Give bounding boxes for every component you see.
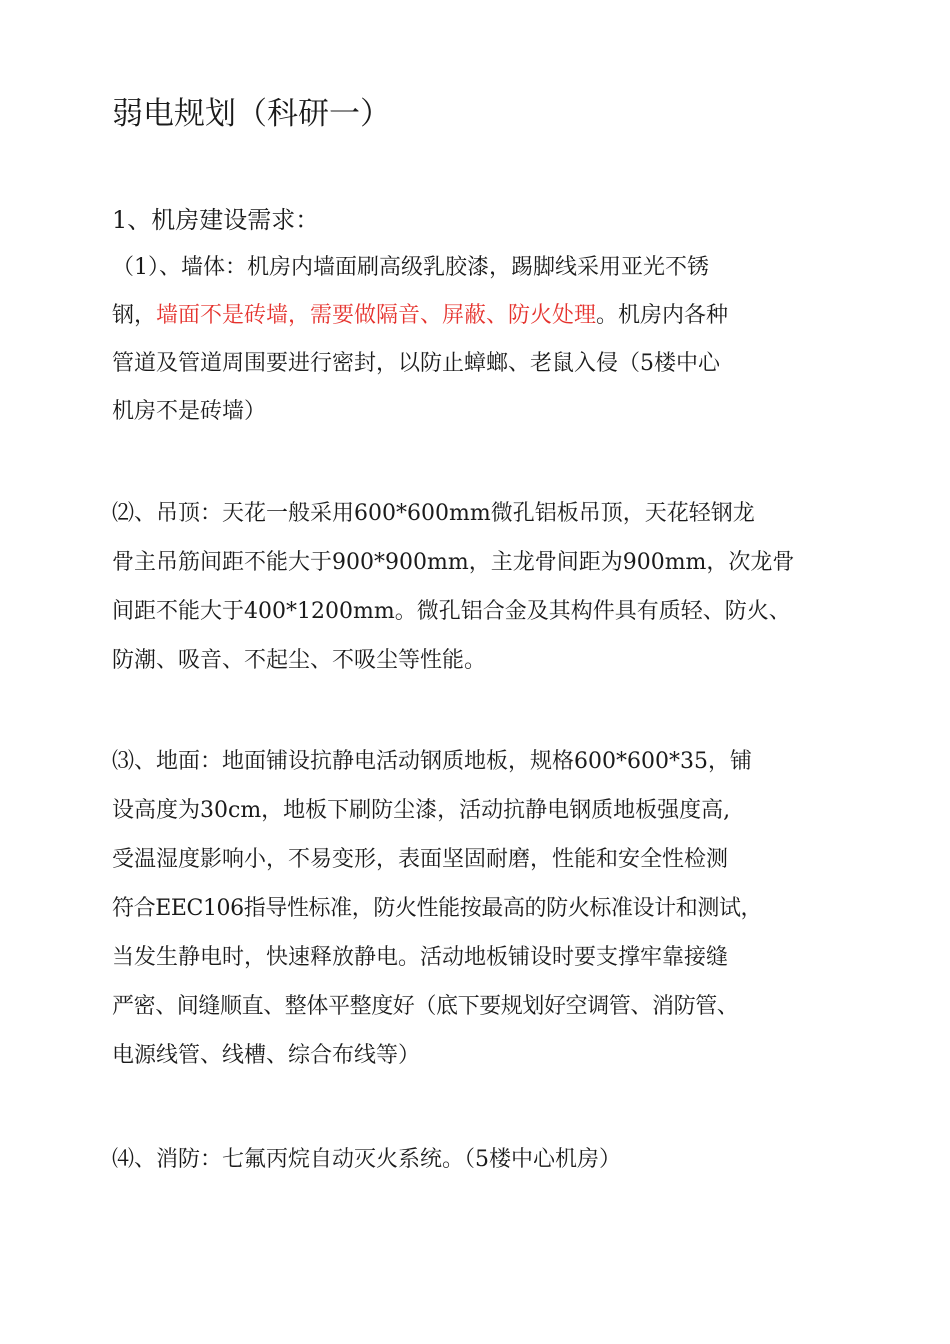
item3-line3: 受温湿度影响小，不易变形，表面坚固耐磨，性能和安全性检测	[112, 847, 729, 872]
item1-line2-start: 钢，	[112, 303, 157, 328]
item3-line1: ⑶、地面：地面铺设抗静电活动钢质地板，规格600*600*35，铺	[112, 749, 752, 774]
item3-line6: 严密、间缝顺直、整体平整度好（底下要规划好空调管、消防管、	[112, 994, 739, 1019]
item3-line7: 电源线管、线槽、综合布线等）	[112, 1043, 421, 1068]
section-heading-1: 1、机房建设需求：	[112, 206, 320, 234]
item1-line3: 管道及管道周围要进行密封，以防止蟑螂、老鼠入侵（5楼中心	[112, 351, 720, 376]
item2-line4: 防潮、吸音、不起尘、不吸尘等性能。	[112, 648, 487, 673]
document-title: 弱电规划（科研一）	[112, 96, 391, 132]
item2-line1: ⑵、吊顶：天花一般采用600*600mm微孔铝板吊顶，天花轻钢龙	[112, 501, 755, 526]
item2-line3: 间距不能大于400*1200mm。微孔铝合金及其构件具有质轻、防火、	[112, 599, 791, 624]
item4-line1: ⑷、消防：七氟丙烷自动灭火系统。（5楼中心机房）	[112, 1147, 621, 1172]
item1-line2	[112, 292, 728, 340]
item1-line1: （1）、墙体：机房内墙面刷高级乳胶漆，踢脚线采用亚光不锈	[112, 255, 709, 280]
item3-line5: 当发生静电时，快速释放静电。活动地板铺设时要支撑牢靠接缝	[112, 945, 729, 970]
item2-line2: 骨主吊筋间距不能大于900*900mm，主龙骨间距为900mm，次龙骨	[112, 550, 795, 575]
item1-line2-end: 。机房内各种	[596, 303, 729, 328]
item3-line4: 符合EEC106指导性标准，防火性能按最高的防火标准设计和测试，	[112, 896, 763, 921]
item1-line4: 机房不是砖墙）	[112, 399, 267, 424]
item1-highlight-text: 墙面不是砖墙，需要做隔音、屏蔽、防火处理	[156, 303, 597, 328]
item3-line2: 设高度为30cm，地板下刷防尘漆，活动抗静电钢质地板强度高,	[112, 798, 731, 823]
